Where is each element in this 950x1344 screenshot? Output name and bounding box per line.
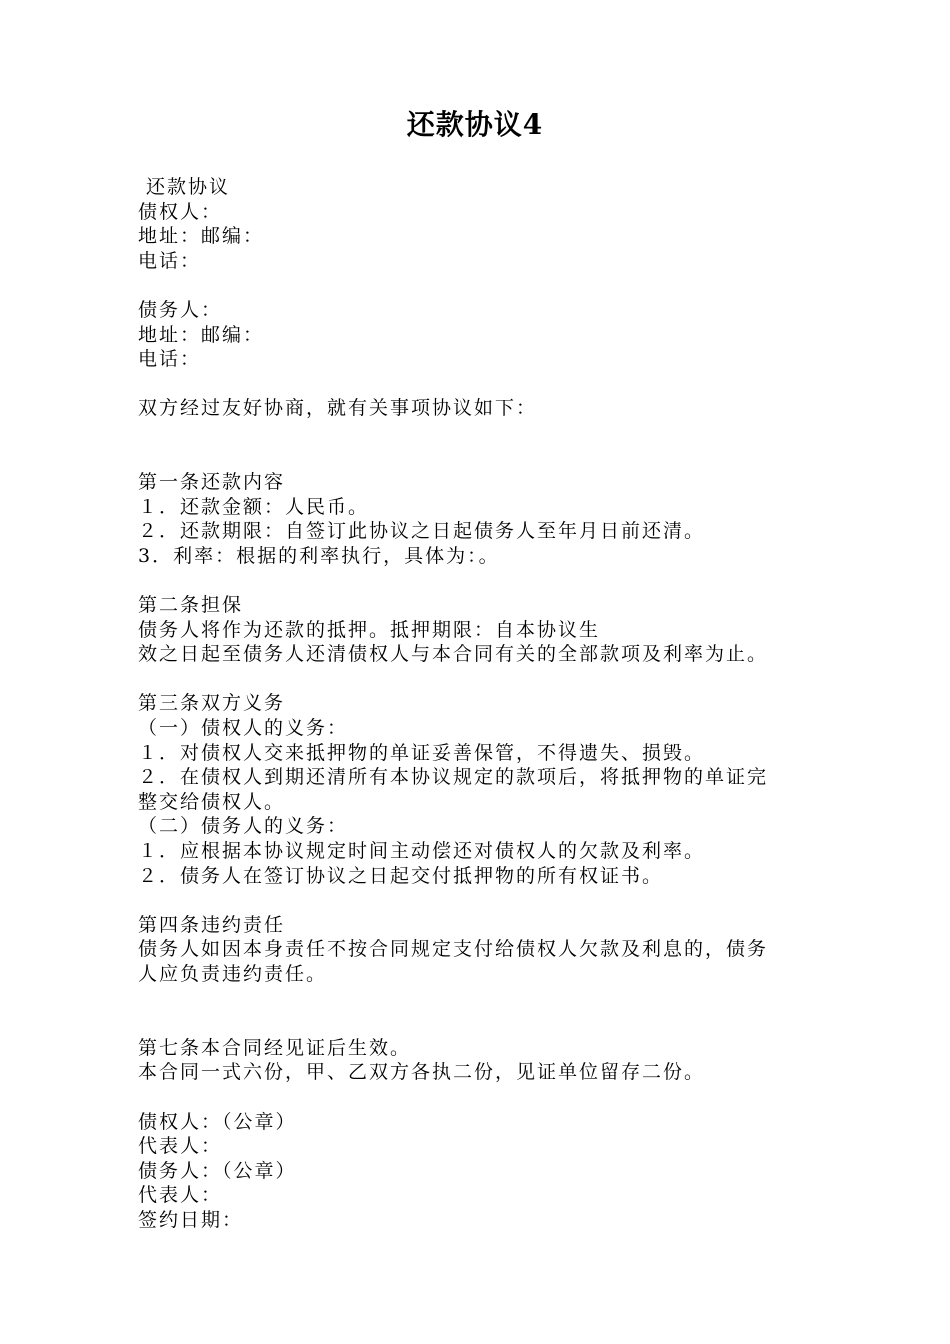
document-line: ２．债务人在签订协议之日起交付抵押物的所有权证书。 <box>138 864 664 887</box>
blank-line <box>138 372 828 397</box>
document-line: 整交给债权人。 <box>138 790 286 813</box>
document-line: 第七条本合同经见证后生效。 <box>138 1036 412 1059</box>
blank-line <box>138 421 828 446</box>
document-body <box>138 175 828 1233</box>
document-line: 3．利率：根据的利率执行，具体为：。 <box>138 544 500 567</box>
document-line: 第二条担保 <box>138 594 244 617</box>
document-line: 电话： <box>138 249 202 272</box>
blank-line <box>138 667 828 692</box>
document-line: 双方经过友好协商，就有关事项协议如下： <box>138 397 538 420</box>
document-line: 第四条违约责任 <box>138 913 286 936</box>
document-line: 人应负责违约责任。 <box>138 963 328 985</box>
blank-line <box>138 446 828 471</box>
blank-line <box>138 273 828 298</box>
document-line: 效之日起至债务人还清债权人与本合同有关的全部款项及利率为止。 <box>138 643 769 666</box>
document-line: 债权人： <box>138 200 223 223</box>
document-line: 债务人如因本身责任不按合同规定支付给债权人欠款及利息的，债务 <box>138 938 769 961</box>
document-line: （一）债权人的义务： <box>138 717 349 740</box>
document-line: 债务人：（公章） <box>138 1159 297 1182</box>
document-line: ２．在债权人到期还清所有本协议规定的款项后，将抵押物的单证完 <box>138 766 769 789</box>
document-line: １．应根据本协议规定时间主动偿还对债权人的欠款及利率。 <box>138 840 706 863</box>
document-line: 还款协议 <box>138 176 231 198</box>
document-line: １．对债权人交来抵押物的单证妥善保管，不得遗失、损毁。 <box>138 741 706 764</box>
blank-line <box>138 888 828 913</box>
document-line: 代表人： <box>138 1184 223 1207</box>
document-line: 债务人将作为还款的抵押。抵押期限：自本协议生 <box>138 618 601 641</box>
blank-line <box>138 569 828 594</box>
document-line: 签约日期： <box>138 1208 244 1231</box>
document-title: 还款协议4 <box>406 108 544 141</box>
document-line: ２．还款期限：自签订此协议之日起债务人至年月日前还清。 <box>138 520 706 543</box>
document-line: 地址：邮编： <box>138 225 265 248</box>
blank-line <box>138 987 828 1012</box>
document-line: 本合同一式六份，甲、乙双方各执二份，见证单位留存二份。 <box>138 1061 706 1084</box>
document-line: （二）债务人的义务： <box>138 815 349 838</box>
document-line: １．还款金额：人民币。 <box>138 495 370 518</box>
document-line: 电话： <box>138 348 202 371</box>
document-line: 代表人： <box>138 1135 223 1158</box>
document-line: 第一条还款内容 <box>138 471 286 494</box>
document-line: 地址：邮编： <box>138 323 265 346</box>
document-line: 第三条双方义务 <box>138 692 286 715</box>
document-line: 债权人：（公章） <box>138 1110 297 1133</box>
blank-line <box>138 1085 828 1110</box>
blank-line <box>138 1011 828 1036</box>
document-line: 债务人： <box>138 298 223 321</box>
